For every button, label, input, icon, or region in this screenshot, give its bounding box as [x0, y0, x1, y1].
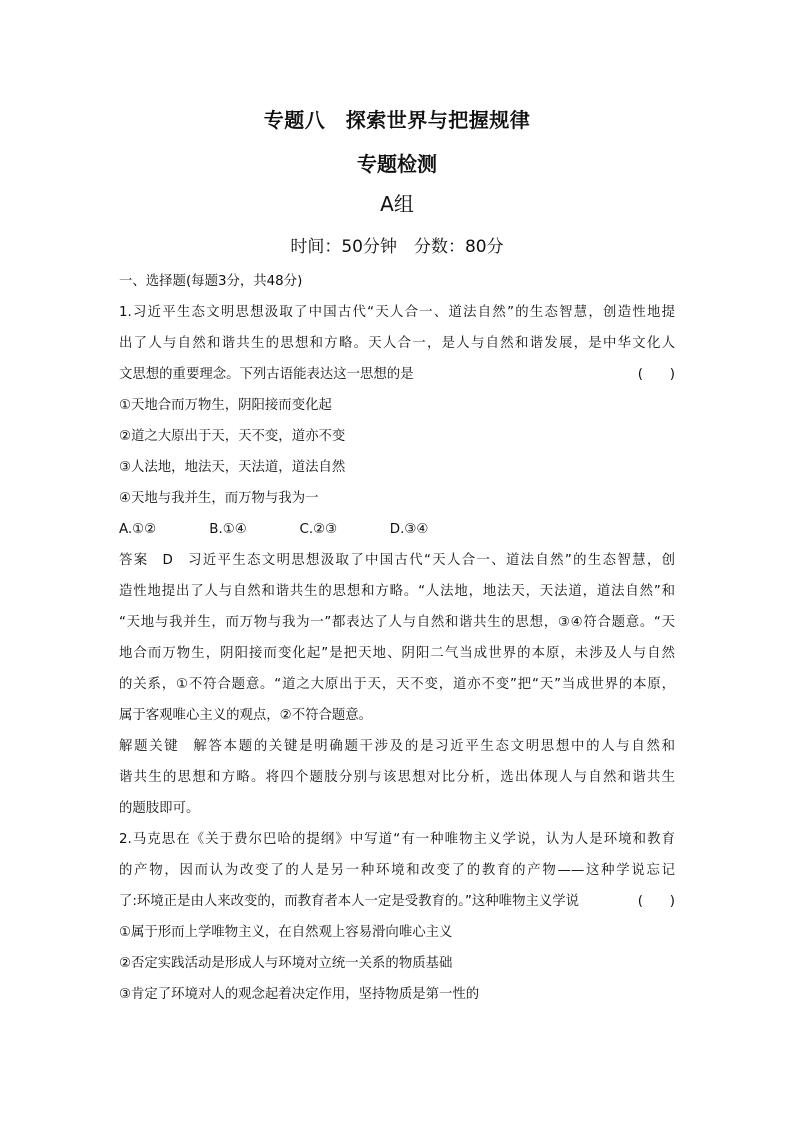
option-c: C.②③: [299, 522, 338, 537]
question-1-stem-line: 出了人与自然和谐共生的思想和方略。天人合一，是人与自然和谐发展，是中华文化人: [119, 336, 675, 351]
key-line: 的题肢即可。: [119, 801, 200, 816]
answer-line: “天地与我并生，而万物与我为一”都表达了人与自然和谐共生的思想，③④符合题意。“天: [119, 615, 675, 630]
answer-line: 属于客观唯心主义的观点，②不符合题意。: [119, 708, 373, 723]
question-2-stem-line: 了:环境正是由人来改变的，而教育者本人一定是受教育的。”这种唯物主义学说: [119, 894, 580, 909]
key-label: 解题关键: [119, 739, 180, 754]
question-2-stem-line: 2.马克思在《关于费尔巴哈的提纲》中写道“有一种唯物主义学说，认为人是环境和教育: [119, 832, 675, 847]
key-line: 谐共生的思想和方略。将四个题肢分别与该思想对比分析，选出体现人与自然和谐共生: [119, 770, 675, 785]
key-first-line: [119, 731, 675, 762]
question-2-stem-last: [119, 886, 675, 917]
group-label: A组: [380, 192, 414, 216]
answer-bracket: ( ): [637, 367, 675, 382]
question-1-stem-last: [119, 359, 675, 390]
answer-label: 答案: [119, 553, 149, 568]
question-1-stem-line: 文思想的重要理念。下列古语能表达这一思想的是: [119, 367, 414, 382]
question-2-item: ①属于形而上学唯物主义，在自然观上容易滑向唯心主义: [119, 925, 453, 940]
question-2-item: ③肯定了环境对人的观念起着决定作用，坚持物质是第一性的: [119, 987, 480, 1002]
document-body: [119, 266, 675, 1010]
answer-letter: D: [162, 553, 173, 568]
question-1-item: ④天地与我并生，而万物与我为一: [119, 491, 319, 506]
question-1-item: ②道之大原出于天，天不变，道亦不变: [119, 429, 346, 444]
question-1-options: [119, 514, 675, 545]
question-1-item: ①天地合而万物生，阴阳接而变化起: [119, 398, 332, 413]
answer-first-line: [119, 545, 675, 576]
option-b: B.①④: [209, 522, 247, 537]
question-2-item: ②否定实践活动是形成人与环境对立统一关系的物质基础: [119, 956, 453, 971]
option-d: D.③④: [389, 522, 429, 537]
answer-line: 地合而万物生，阴阳接而变化起”是把天地、阴阳二气当成世界的本原，未涉及人与自然: [119, 646, 675, 661]
section-heading: 一、选择题(每题3分，共48分): [119, 274, 303, 289]
answer-line: 习近平生态文明思想汲取了中国古代“天人合一、道法自然”的生态智慧，创: [186, 553, 675, 568]
time-score-line: 时间：50分钟 分数：80分: [290, 237, 504, 257]
question-1-item: ③人法地，地法天，天法道，道法自然: [119, 460, 346, 475]
document-subtitle: 专题检测: [357, 152, 437, 176]
document-title: 专题八 探索世界与把握规律: [263, 108, 531, 132]
question-2-stem-line: 的产物，因而认为改变了的人是另一种环境和改变了的教育的产物——这种学说忘记: [119, 863, 675, 878]
answer-bracket: ( ): [637, 894, 675, 909]
key-line: 解答本题的关键是明确题干涉及的是习近平生态文明思想中的人与自然和: [193, 739, 675, 754]
question-1-stem-line: 1.习近平生态文明思想汲取了中国古代“天人合一、道法自然”的生态智慧，创造性地提: [119, 305, 675, 320]
option-a: A.①②: [119, 522, 157, 537]
answer-line: 造性地提出了人与自然和谐共生的思想和方略。“人法地，地法天，天法道，道法自然”和: [119, 584, 675, 599]
answer-line: 的关系，①不符合题意。“道之大原出于天，天不变，道亦不变”把“天”当成世界的本原，: [119, 677, 675, 692]
